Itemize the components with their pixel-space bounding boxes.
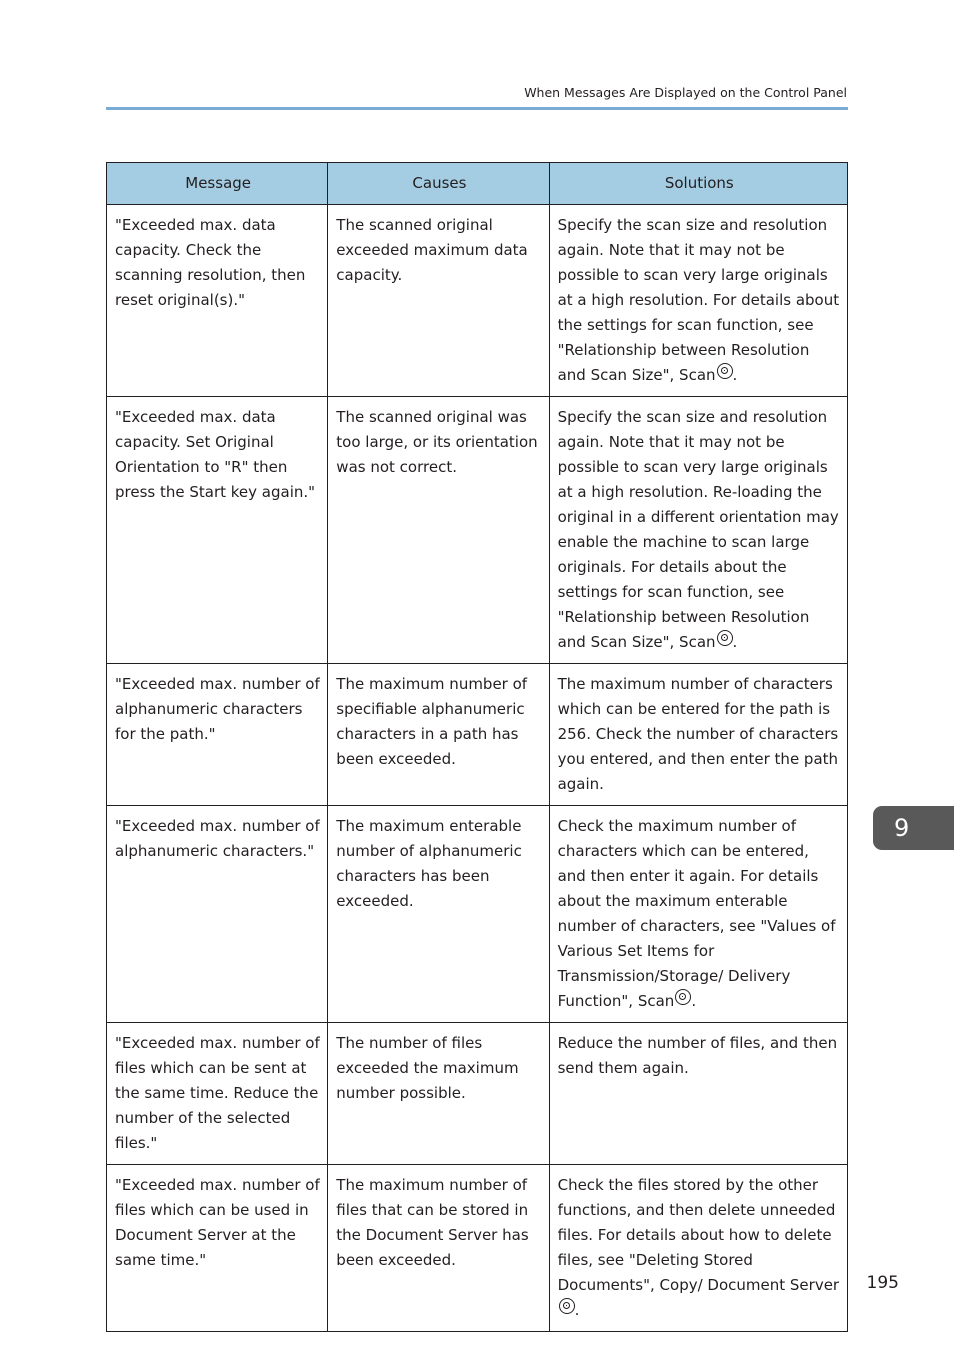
- solution-cell: [549, 664, 847, 806]
- table-row: [107, 1165, 848, 1332]
- running-header: When Messages Are Displayed on the Control Panel: [524, 85, 847, 100]
- cause-cell: The maximum number of files that can be stored in the Document Server has been exceeded.: [328, 1165, 549, 1332]
- table-row: [107, 205, 848, 397]
- table-row: [107, 1023, 848, 1165]
- message-cell: "Exceeded max. data capacity. Set Original Orientation to "R" then press the Start key again.": [107, 397, 328, 664]
- reference-manual-icon: [675, 989, 691, 1005]
- column-header-solutions: Solutions: [549, 163, 847, 205]
- reference-manual-icon: [717, 363, 733, 379]
- solution-text: Specify the scan size and resolution again. Note that it may not be possible to scan very large originals at a high resolution. For details about the settings for scan function, see "Relationship between Resolution and Scan Size", Scan: [557, 216, 840, 384]
- cause-cell: The scanned original exceeded maximum data capacity.: [328, 205, 549, 397]
- cause-cell: The maximum enterable number of alphanumeric characters has been exceeded.: [328, 806, 549, 1023]
- header-rule: [106, 107, 848, 110]
- solution-cell: [549, 1165, 847, 1332]
- page-number: 195: [866, 1273, 899, 1293]
- column-header-causes: Causes: [328, 163, 549, 205]
- message-cell: "Exceeded max. data capacity. Check the scanning resolution, then reset original(s).": [107, 205, 328, 397]
- solution-cell: [549, 806, 847, 1023]
- solution-cell: [549, 397, 847, 664]
- solution-end: .: [691, 992, 697, 1010]
- message-cell: "Exceeded max. number of files which can be sent at the same time. Reduce the number of the selected files.": [107, 1023, 328, 1165]
- solution-cell: [549, 205, 847, 397]
- reference-manual-icon: [717, 630, 733, 646]
- table-row: [107, 806, 848, 1023]
- reference-manual-icon: [559, 1298, 575, 1314]
- solution-text: Check the files stored by the other functions, and then delete unneeded files. For details about how to delete files, see "Deleting Stored Documents", Copy/ Document Server: [557, 1176, 840, 1294]
- column-header-message: Message: [107, 163, 328, 205]
- cause-cell: The scanned original was too large, or its orientation was not correct.: [328, 397, 549, 664]
- message-cell: "Exceeded max. number of files which can be used in Document Server at the same time.": [107, 1165, 328, 1332]
- solution-text: Check the maximum number of characters which can be entered, and then enter it again. For details about the maximum enterable number of characters, see "Values of Various Set Items for Transmission/Storage/ Delivery Function", Scan: [557, 817, 836, 1010]
- cause-cell: The maximum number of specifiable alphanumeric characters in a path has been exceeded.: [328, 664, 549, 806]
- table-row: [107, 397, 848, 664]
- message-cell: "Exceeded max. number of alphanumeric characters for the path.": [107, 664, 328, 806]
- solution-text: The maximum number of characters which can be entered for the path is 256. Check the number of characters you entered, and then enter the path again.: [557, 675, 839, 793]
- solution-text: Reduce the number of files, and then send them again.: [557, 1034, 838, 1077]
- chapter-tab: 9: [873, 806, 954, 850]
- solution-cell: [549, 1023, 847, 1165]
- solution-text: Specify the scan size and resolution again. Note that it may not be possible to scan very large originals at a high resolution. Re-loading the original in a different orientation may enable the machine to scan large originals. For details about the settings for scan function, see "Relationship between Resolution and Scan Size", Scan: [557, 408, 839, 651]
- solution-end: .: [732, 633, 738, 651]
- solution-end: .: [574, 1301, 580, 1319]
- messages-table: [106, 162, 848, 1332]
- table-row: [107, 664, 848, 806]
- cause-cell: The number of files exceeded the maximum number possible.: [328, 1023, 549, 1165]
- solution-end: .: [732, 366, 738, 384]
- table-header-row: [107, 163, 848, 205]
- message-cell: "Exceeded max. number of alphanumeric characters.": [107, 806, 328, 1023]
